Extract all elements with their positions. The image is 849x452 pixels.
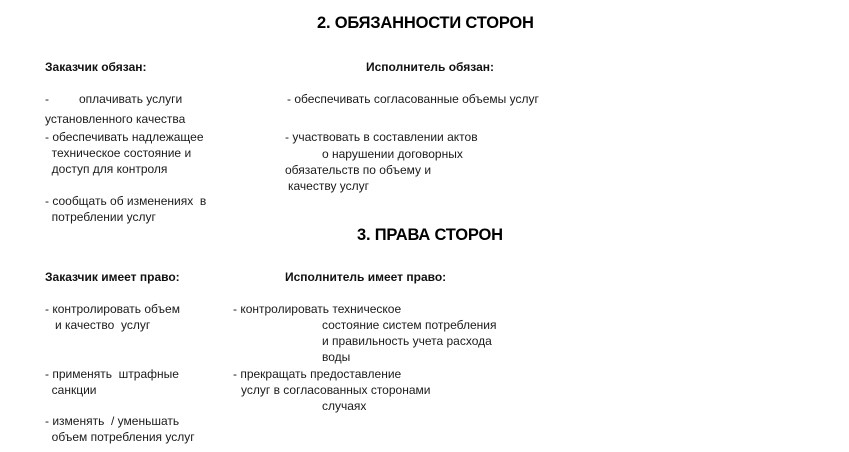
- customer-right-3-line-2: объем потребления услуг: [45, 430, 195, 444]
- contractor-duty-1-line-1: - обеспечивать согласованные объемы услуг: [287, 92, 539, 106]
- customer-right-1-line-2: и качество услуг: [55, 318, 151, 332]
- contractor-right-1-line-4: воды: [322, 350, 351, 364]
- section2-title: 2. ОБЯЗАННОСТИ СТОРОН: [317, 14, 534, 32]
- contractor-right-1-line-2: состояние систем потребления: [322, 318, 497, 332]
- customer-duty-3-line-2: потреблении услуг: [45, 210, 156, 224]
- contractor-right-2-line-3: случаях: [322, 399, 367, 413]
- section3-title: 3. ПРАВА СТОРОН: [357, 226, 503, 244]
- contractor-duty-2-line-2: о нарушении договорных: [322, 147, 463, 161]
- customer-duty-2-line-2: техническое состояние и: [45, 146, 192, 160]
- customer-duty-2-line-1: - обеспечивать надлежащее: [45, 130, 204, 144]
- customer-duty-1-line-2: установленного качества: [45, 112, 186, 126]
- contractor-right-2-line-2: услуг в согласованных сторонами: [241, 383, 431, 397]
- section2-contractor-heading: Исполнитель обязан:: [366, 60, 495, 74]
- contractor-right-1-line-3: и правильность учета расхода: [322, 334, 492, 348]
- contractor-right-1-line-1: - контролировать техническое: [233, 302, 402, 316]
- section2-customer-heading: Заказчик обязан:: [45, 60, 147, 74]
- section3-customer-heading: Заказчик имеет право:: [45, 270, 180, 284]
- customer-duty-3-line-1: - сообщать об изменениях в: [45, 194, 207, 208]
- customer-right-2-line-1: - применять штрафные: [45, 367, 179, 381]
- contractor-duty-2-line-1: - участвовать в составлении актов: [285, 130, 478, 144]
- contractor-duty-2-line-4: качеству услуг: [288, 179, 370, 193]
- section3-contractor-heading: Исполнитель имеет право:: [285, 270, 447, 284]
- contractor-right-2-line-1: - прекращать предоставление: [233, 367, 402, 381]
- customer-right-2-line-2: санкции: [45, 383, 97, 397]
- customer-duty-1-line-1: - оплачивать услуги: [45, 92, 183, 106]
- customer-right-1-line-1: - контролировать объем: [45, 302, 180, 316]
- contractor-duty-2-line-3: обязательств по объему и: [285, 163, 432, 177]
- customer-right-3-line-1: - изменять / уменьшать: [45, 414, 180, 428]
- customer-duty-2-line-3: доступ для контроля: [45, 162, 168, 176]
